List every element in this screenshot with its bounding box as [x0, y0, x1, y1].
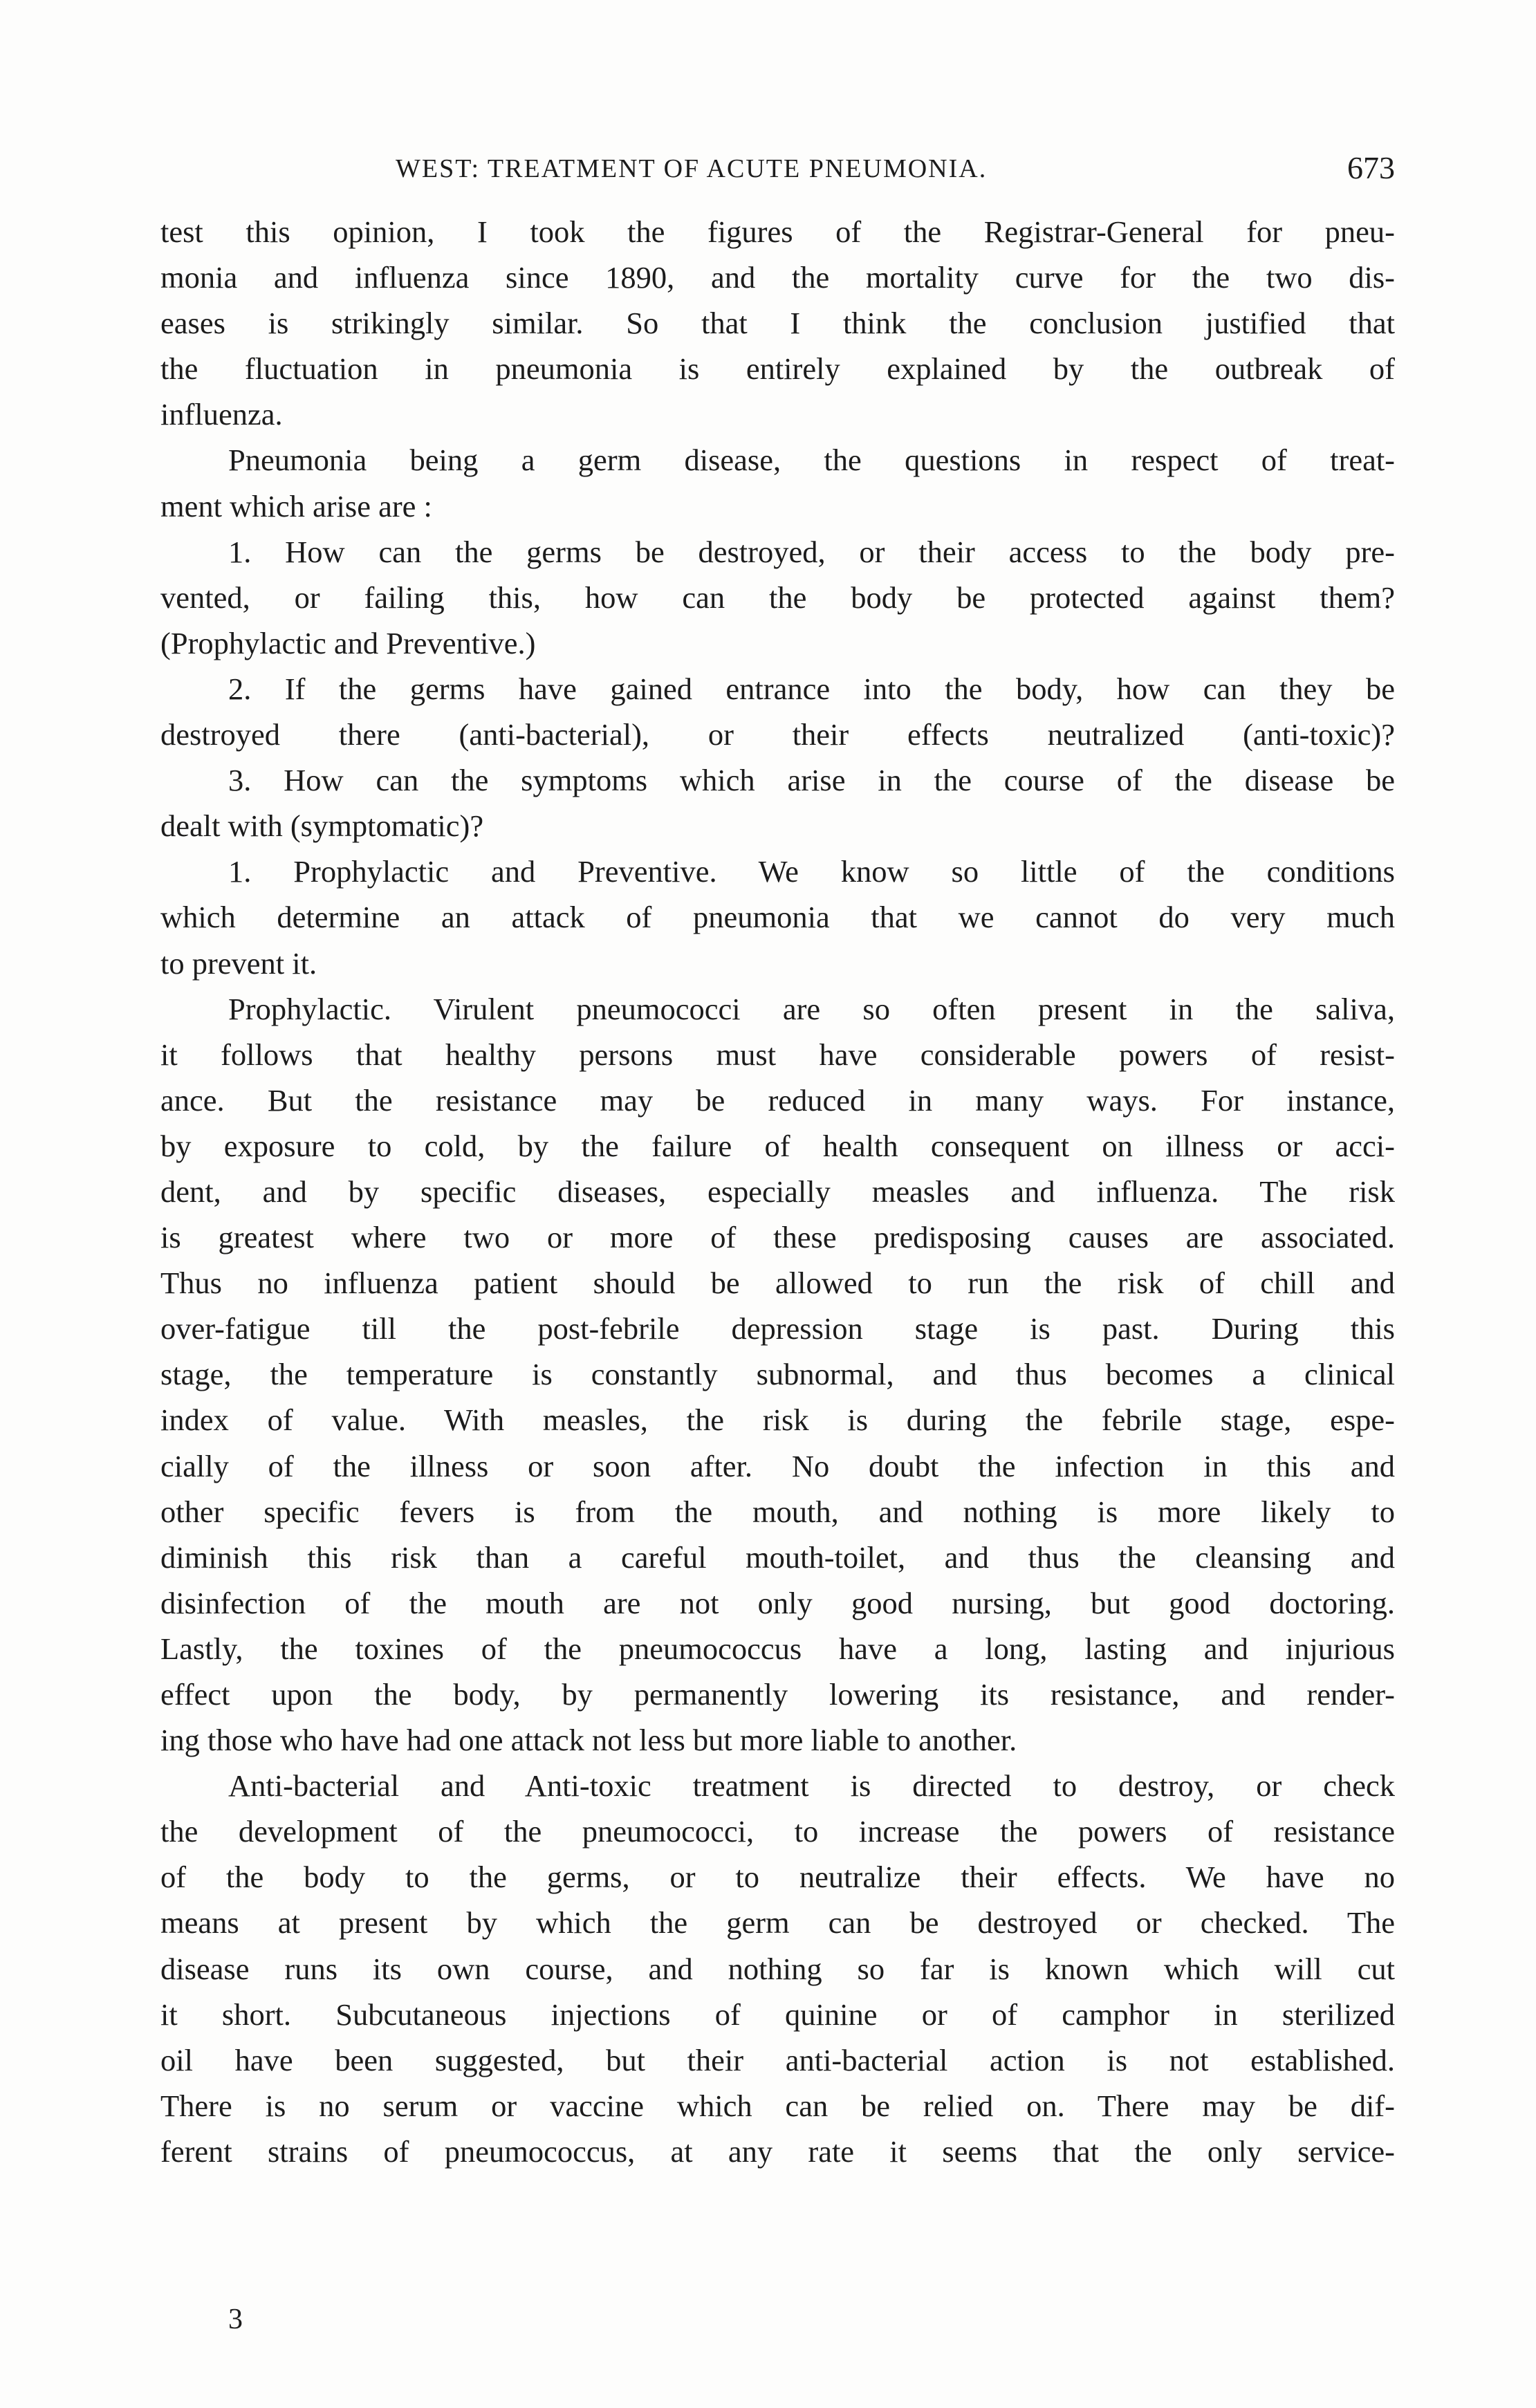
text-line: ment which arise are :	[160, 488, 432, 524]
text-line: by exposure to cold, by the failure of health consequent on illness or acci-	[160, 1128, 1395, 1163]
page-number: 673	[1347, 150, 1395, 185]
text-line: monia and influenza since 1890, and the mortality curve for the two dis-	[160, 260, 1395, 295]
text-line: diminish this risk than a careful mouth-toilet, and thus the cleansing and	[160, 1539, 1395, 1575]
running-head	[160, 150, 1395, 195]
text-line: Anti-bacterial and Anti-toxic treatment is directed to destroy, or check	[228, 1768, 1395, 1804]
text-line: 3. How can the symptoms which arise in the course of the disease be	[228, 763, 1395, 798]
text-line: means at present by which the germ can be destroyed or checked. The	[160, 1905, 1395, 1941]
text-line: (Prophylactic and Preventive.)	[160, 625, 536, 660]
text-line: stage, the temperature is constantly subnormal, and thus becomes a clinical	[160, 1357, 1395, 1392]
text-line: which determine an attack of pneumonia that we cannot do very much	[160, 900, 1395, 935]
text-line: it short. Subcutaneous injections of quinine or of camphor in sterilized	[160, 1997, 1395, 2032]
body-text	[160, 209, 1395, 2174]
text-line: vented, or failing this, how can the body be protected against them?	[160, 580, 1395, 615]
text-line: destroyed there (anti-bacterial), or their effects neutralized (anti-toxic)?	[160, 717, 1395, 752]
text-line: 1. How can the germs be destroyed, or their access to the body pre-	[228, 534, 1395, 569]
text-line: is greatest where two or more of these predisposing causes are associated.	[160, 1220, 1395, 1255]
text-line: it follows that healthy persons must have considerable powers of resist-	[160, 1037, 1395, 1072]
text-line: other specific fevers is from the mouth, and nothing is more likely to	[160, 1494, 1395, 1529]
running-title: WEST: TREATMENT OF ACUTE PNEUMONIA.	[396, 154, 988, 183]
text-line: over-fatigue till the post-febrile depression stage is past. During this	[160, 1311, 1395, 1346]
text-line: oil have been suggested, but their anti-bacterial action is not established.	[160, 2042, 1395, 2077]
text-line: test this opinion, I took the figures of the Registrar-General for pneu-	[160, 214, 1395, 249]
signature-mark: 3	[228, 2304, 243, 2335]
text-line: dent, and by specific diseases, especially measles and influenza. The risk	[160, 1174, 1395, 1209]
text-line: of the body to the germs, or to neutralize their effects. We have no	[160, 1860, 1395, 1895]
text-line: dealt with (symptomatic)?	[160, 808, 484, 844]
text-line: There is no serum or vaccine which can be relied on. There may be dif-	[160, 2088, 1395, 2123]
text-line: ferent strains of pneumococcus, at any rate it seems that the only service-	[160, 2133, 1395, 2169]
text-line: Pneumonia being a germ disease, the questions in respect of treat-	[228, 443, 1395, 478]
text-line: the development of the pneumococci, to increase the powers of resistance	[160, 1814, 1395, 1849]
text-line: index of value. With measles, the risk is during the febrile stage, espe-	[160, 1402, 1395, 1438]
text-line: to prevent it.	[160, 945, 317, 981]
text-line: Lastly, the toxines of the pneumococcus have a long, lasting and injurious	[160, 1631, 1395, 1666]
text-line: influenza.	[160, 397, 283, 432]
text-line: eases is strikingly similar. So that I think the conclusion justified that	[160, 306, 1395, 341]
text-line: the fluctuation in pneumonia is entirely explained by the outbreak of	[160, 351, 1395, 387]
text-line: Thus no influenza patient should be allowed to run the risk of chill and	[160, 1266, 1395, 1301]
text-line: cially of the illness or soon after. No doubt the infection in this and	[160, 1448, 1395, 1483]
text-line: disinfection of the mouth are not only good nursing, but good doctoring.	[160, 1585, 1395, 1620]
text-line: effect upon the body, by permanently lowering its resistance, and render-	[160, 1677, 1395, 1712]
text-line: disease runs its own course, and nothing so far is known which will cut	[160, 1951, 1395, 1986]
text-line: 2. If the germs have gained entrance into the body, how can they be	[228, 671, 1395, 706]
text-line: ance. But the resistance may be reduced in many ways. For instance,	[160, 1082, 1395, 1118]
text-line: 1. Prophylactic and Preventive. We know so little of the conditions	[228, 854, 1395, 889]
text-line: ing those who have had one attack not less but more liable to another.	[160, 1723, 1017, 1758]
text-line: Prophylactic. Virulent pneumococci are so often present in the saliva,	[228, 991, 1395, 1026]
